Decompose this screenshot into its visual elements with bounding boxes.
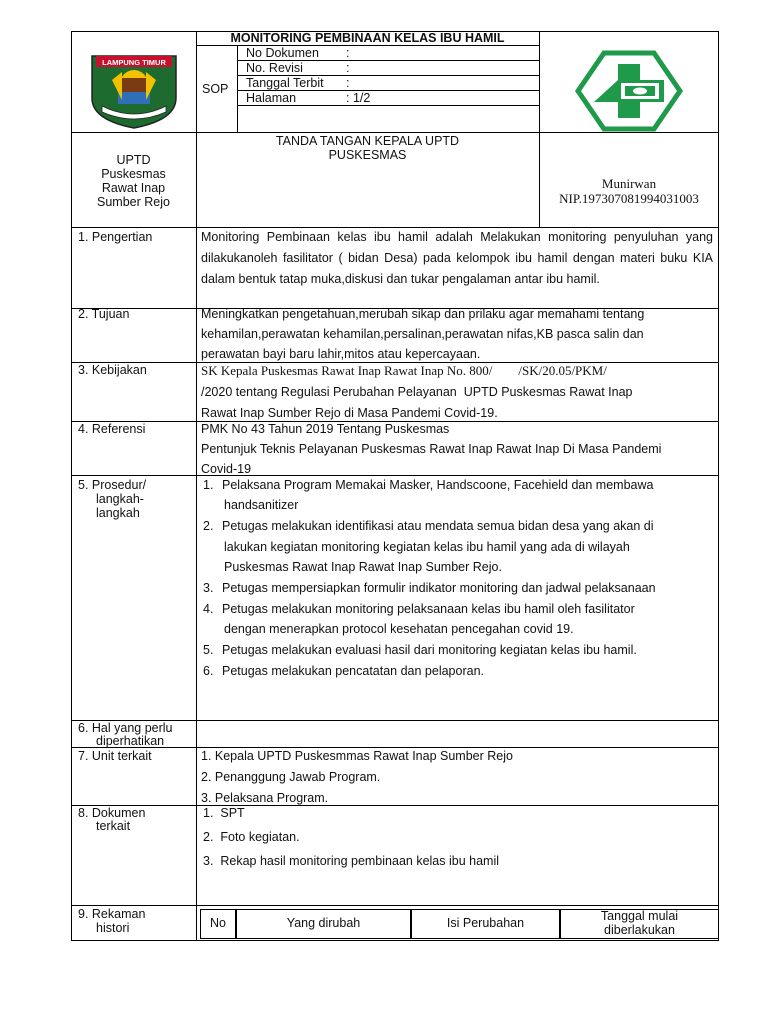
history-col-tanggal-1: Tanggal mulai — [600, 909, 679, 923]
unit-item-1: 1. Kepala UPTD Puskesmmas Rawat Inap Sumber Rejo — [201, 749, 513, 763]
signature-heading-1: TANDA TANGAN KEPALA UPTD — [275, 134, 460, 148]
org-line-1: UPTD — [116, 153, 151, 167]
section-label-rekaman-2: histori — [96, 921, 130, 935]
section-label-unit: 7. Unit terkait — [78, 749, 152, 763]
dokumen-item-1: 1. SPT — [203, 806, 245, 820]
referensi-line-3: Covid-19 — [201, 462, 252, 476]
referensi-line-2: Pentunjuk Teknis Pelayanan Puskesmas Rawat Inap Rawat Inap Di Masa Pandemi — [201, 442, 662, 456]
unit-item-3: 3. Pelaksana Program. — [201, 791, 329, 805]
step-number: 2. — [203, 519, 214, 533]
step-line: Pelaksana Program Memakai Masker, Handscoone, Facehield dan membawa — [222, 478, 654, 492]
step-number: 1. — [203, 478, 214, 492]
section-label-hal-1: 6. Hal yang perlu — [78, 721, 173, 735]
signature-heading-2: PUSKESMAS — [328, 148, 407, 162]
section-label-kebijakan: 3. Kebijakan — [78, 363, 147, 377]
meta-label-no-dokumen: No Dokumen — [246, 46, 319, 60]
section-label-hal-2: diperhatikan — [96, 734, 165, 748]
signature-name: Munirwan — [601, 176, 657, 191]
referensi-line-1: PMK No 43 Tahun 2019 Tentang Puskesmas — [201, 422, 450, 436]
step-number: 4. — [203, 602, 214, 616]
step-line: Puskesmas Rawat Inap Rawat Inap Sumber Rejo. — [224, 560, 502, 574]
history-col-no: No — [210, 916, 226, 930]
section-label-dokumen-1: 8. Dokumen — [78, 806, 146, 820]
step-line: lakukan kegiatan monitoring kegiatan kelas ibu hamil yang ada di wilayah — [224, 540, 630, 554]
section-label-prosedur-3: langkah — [96, 506, 140, 520]
step-line: Petugas melakukan evaluasi hasil dari monitoring kegiatan kelas ibu hamil. — [222, 643, 637, 657]
signature-nip: NIP.197307081994031003 — [559, 191, 699, 206]
svg-text:LAMPUNG TIMUR: LAMPUNG TIMUR — [102, 58, 166, 67]
puskesmas-logo — [574, 50, 684, 132]
section-label-referensi: 4. Referensi — [78, 422, 146, 436]
lampung-timur-logo — [88, 50, 180, 130]
meta-value-halaman: : 1/2 — [346, 91, 371, 105]
tujuan-line-1: Meningkatkan pengetahuan,merubah sikap dan prilaku agar memahami tentang — [201, 307, 645, 321]
document-title: MONITORING PEMBINAAN KELAS IBU HAMIL — [230, 31, 505, 45]
tujuan-line-2: kehamilan,perawatan kehamilan,persalinan,perawatan nifas,KB pasca salin dan — [201, 327, 644, 341]
dokumen-item-3: 3. Rekap hasil monitoring pembinaan kelas ibu hamil — [203, 854, 499, 868]
dokumen-item-2: 2. Foto kegiatan. — [203, 830, 300, 844]
org-line-4: Sumber Rejo — [97, 195, 170, 209]
org-line-2: Puskesmas — [101, 167, 166, 181]
step-line: Petugas melakukan pencatatan dan pelaporan. — [222, 664, 484, 678]
step-number: 5. — [203, 643, 214, 657]
meta-value-no-dokumen: : — [346, 46, 350, 60]
kebijakan-line-3: Rawat Inap Sumber Rejo di Masa Pandemi Covid-19. — [201, 406, 498, 420]
step-line: handsanitizer — [224, 498, 299, 512]
meta-value-no-revisi: : — [346, 61, 350, 75]
step-number: 3. — [203, 581, 214, 595]
sop-label: SOP — [202, 82, 229, 96]
section-label-prosedur-2: langkah- — [96, 492, 144, 506]
step-line: Petugas melakukan identifikasi atau mendata semua bidan desa yang akan di — [222, 519, 654, 533]
tujuan-line-3: perawatan bayi baru lahir,mitos atau kepercayaan. — [201, 347, 481, 361]
section-label-rekaman-1: 9. Rekaman — [78, 907, 146, 921]
unit-item-2: 2. Penanggung Jawab Program. — [201, 770, 381, 784]
step-line: Petugas mempersiapkan formulir indikator monitoring dan jadwal pelaksanaan — [222, 581, 656, 595]
section-label-dokumen-2: terkait — [96, 819, 131, 833]
section-label-pengertian: 1. Pengertian — [78, 230, 153, 244]
history-col-yang-dirubah: Yang dirubah — [286, 916, 361, 930]
history-col-isi-perubahan: Isi Perubahan — [446, 916, 525, 930]
kebijakan-line-1: SK Kepala Puskesmas Rawat Inap Rawat Inap No. 800/ /SK/20.05/PKM/ — [201, 363, 607, 378]
step-line: Petugas melakukan monitoring pelaksanaan kelas ibu hamil oleh fasilitator — [222, 602, 635, 616]
pengertian-text: Monitoring Pembinaan kelas ibu hamil adalah Melakukan monitoring penyuluhan yang dilakukanoleh fasilitator ( bidan Desa) pada kelompok ibu hamil dengan materi buku KIA dalam bentuk tatap muka,diskusi dan tukar pengalaman antar ibu hamil. — [201, 230, 713, 286]
org-line-3: Rawat Inap — [101, 181, 166, 195]
meta-label-tanggal-terbit: Tanggal Terbit — [246, 76, 324, 90]
section-label-prosedur-1: 5. Prosedur/ — [78, 478, 147, 492]
kebijakan-line-2: /2020 tentang Regulasi Perubahan Pelayanan UPTD Puskesmas Rawat Inap — [201, 385, 633, 399]
meta-label-halaman: Halaman — [246, 91, 297, 105]
meta-label-no-revisi: No. Revisi — [246, 61, 303, 75]
step-line: dengan menerapkan protocol kesehatan pencegahan covid 19. — [224, 622, 574, 636]
history-col-tanggal-2: diberlakukan — [604, 923, 675, 937]
meta-value-tanggal-terbit: : — [346, 76, 350, 90]
step-number: 6. — [203, 664, 214, 678]
section-label-tujuan: 2. Tujuan — [78, 307, 130, 321]
